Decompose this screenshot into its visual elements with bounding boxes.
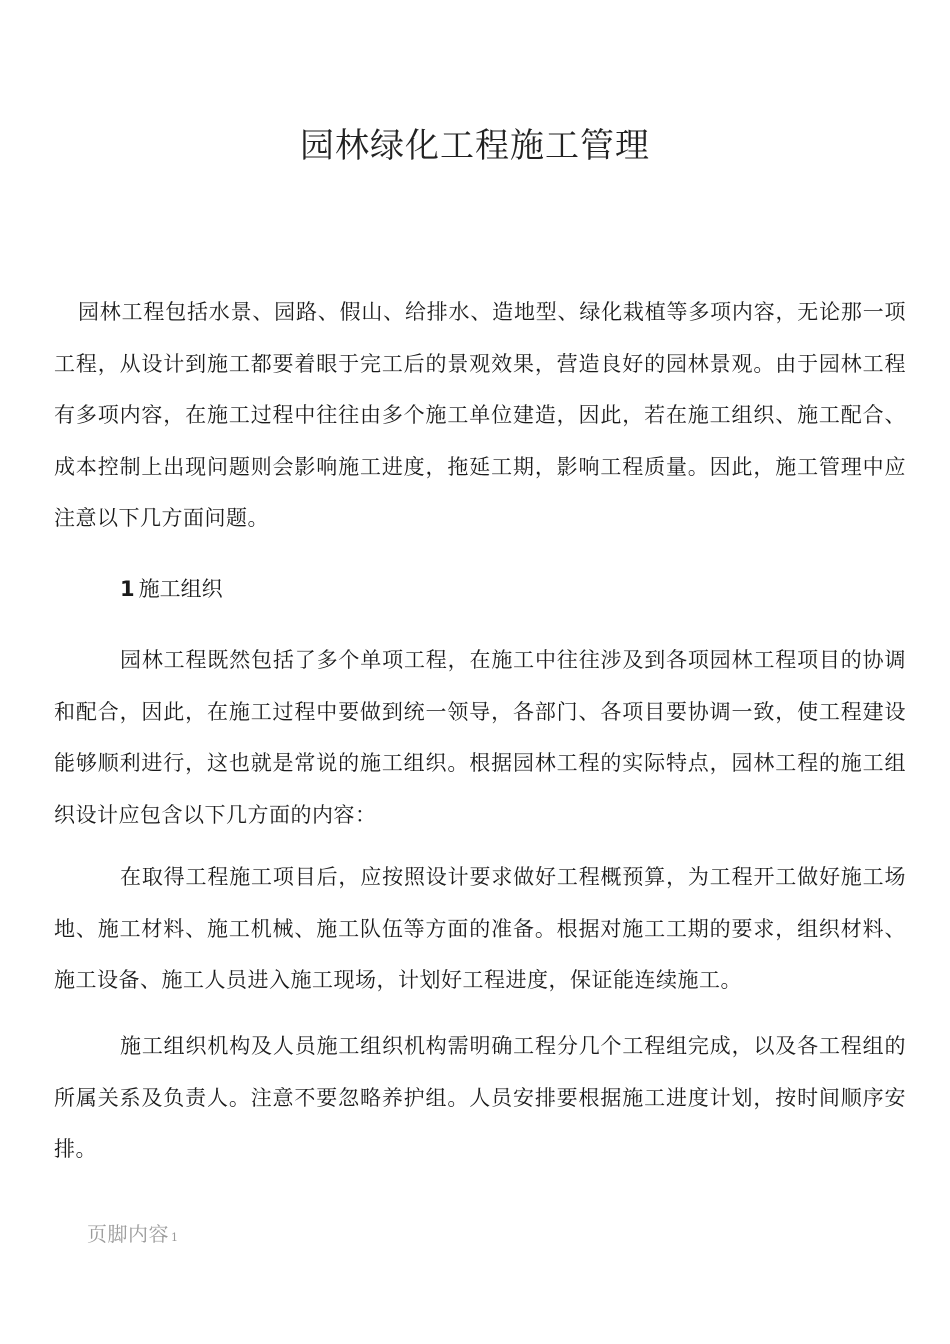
body-paragraph: 园林工程既然包括了多个单项工程，在施工中往往涉及到各项园林工程项目的协调和配合，因此，在施工过程中要做到统一领导，各部门、各项目要协调一致，使工程建设能够顺利进行，这也就是常说的施工组织。根据园林工程的实际特点，园林工程的施工组织设计应包含以下几方面的内容：	[54, 648, 906, 827]
section-title: 施工组织	[138, 577, 223, 601]
document-title: 园林绿化工程施工管理	[300, 126, 650, 166]
page-number: 1	[171, 1231, 179, 1244]
intro-paragraph: 园林工程包括水景、园路、假山、给排水、造地型、绿化栽植等多项内容，无论那一项工程，从设计到施工都要着眼于完工后的景观效果，营造良好的园林景观。由于园林工程有多项内容，在施工过程中往往由多个施工单位建造，因此，若在施工组织、施工配合、成本控制上出现问题则会影响施工进度，拖延工期，影响工程质量。因此，施工管理中应注意以下几方面问题。	[54, 300, 906, 530]
page-footer	[87, 1218, 179, 1247]
body-paragraph: 在取得工程施工项目后，应按照设计要求做好工程概预算，为工程开工做好施工场地、施工材料、施工机械、施工队伍等方面的准备。根据对施工工期的要求，组织材料、施工设备、施工人员进入施工现场，计划好工程进度，保证能连续施工。	[54, 865, 906, 992]
footer-label: 页脚内容	[87, 1222, 169, 1246]
body-paragraph: 施工组织机构及人员施工组织机构需明确工程分几个工程组完成，以及各工程组的所属关系及负责人。注意不要忽略养护组。人员安排要根据施工进度计划，按时间顺序安排。	[54, 1034, 906, 1161]
section-number: 1	[120, 577, 135, 601]
section-heading	[120, 570, 223, 608]
